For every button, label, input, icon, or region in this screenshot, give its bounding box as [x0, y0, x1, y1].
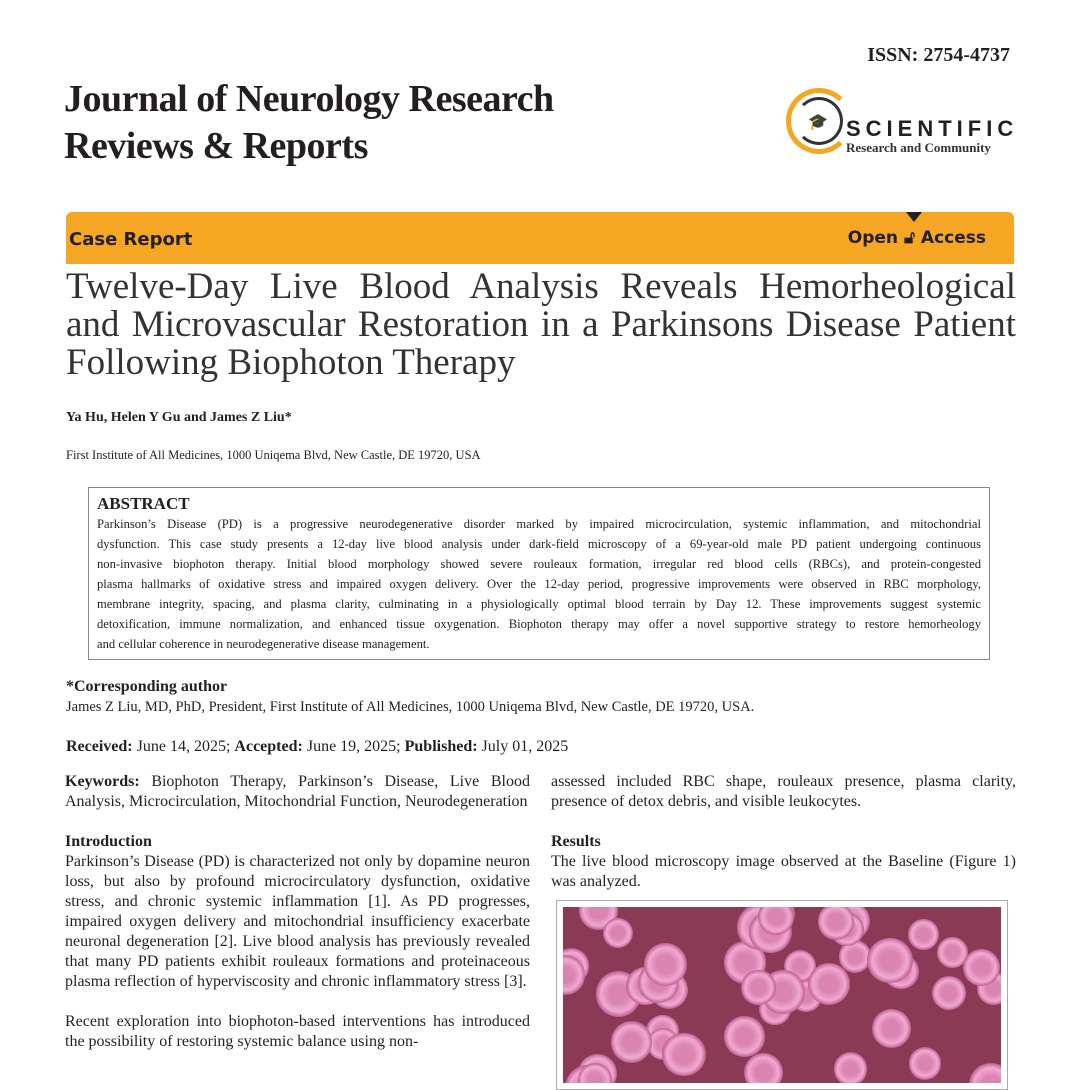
red-blood-cell: [724, 1016, 764, 1056]
corresponding-label: *Corresponding author: [66, 678, 228, 695]
authors: Ya Hu, Helen Y Gu and James Z Liu*: [66, 410, 292, 425]
left-column: [65, 772, 530, 1052]
accepted-date: June 19, 2025;: [302, 738, 405, 755]
abstract-line: detoxification, immune normalization, and enhanced tissue oxygenation. Biophoton therapy may offer a novel supportive strategy to restore hemorheology: [97, 617, 981, 631]
abstract-line: membrane integrity, spacing, and plasma clarity, culminating in a physiologically optimal blood terrain by Day 12. These improvements suggest systemic: [97, 597, 981, 611]
red-blood-cell: [744, 1053, 783, 1083]
corresponding-author: [66, 677, 754, 717]
journal-title-line2: Reviews & Reports: [64, 125, 368, 167]
red-blood-cell: [908, 919, 939, 950]
triangle-marker-icon: [906, 212, 922, 222]
issn: ISSN: 2754-4737: [867, 44, 1010, 66]
article-title: Twelve-Day Live Blood Analysis Reveals Hemorheological and Microvascular Restoration in a Parkinsons Disease Patient Following Biophoton Therapy: [66, 266, 1016, 383]
right-column: [551, 772, 1016, 892]
figure-1-blood-microscopy-image: [556, 900, 1008, 1090]
red-blood-cell: [969, 1063, 1001, 1083]
methods-paragraph: assessed included RBC shape, rouleaux presence, plasma clarity, presence of detox debris, and visible leukocytes.: [551, 773, 1016, 810]
red-blood-cell: [834, 1052, 868, 1083]
received-label: Received:: [66, 738, 133, 755]
abstract-heading: ABSTRACT: [97, 494, 190, 513]
publisher-logo: [786, 88, 1019, 158]
results-heading: Results: [551, 833, 601, 850]
open-lock-icon: 🔓︎: [903, 228, 915, 248]
graduation-cap-icon: 🎓: [808, 114, 828, 131]
red-blood-cell: [937, 937, 967, 967]
red-blood-cell: [867, 938, 912, 983]
article-type: Case Report: [69, 229, 193, 250]
red-blood-cell: [741, 970, 775, 1004]
access-label: Access: [920, 228, 986, 248]
abstract-line: and cellular coherence in neurodegenerative disease management.: [97, 637, 430, 651]
keywords: [65, 772, 530, 812]
journal-title: [64, 76, 554, 170]
red-blood-cell: [808, 963, 850, 1005]
logo-text: SCIENTIFIC: [846, 116, 1019, 141]
accepted-label: Accepted:: [234, 738, 303, 755]
abstract-line: Parkinson’s Disease (PD) is a progressive neurodegenerative disorder marked by impaired microcirculation, systemic inflammation, and mitochondrial: [97, 517, 981, 531]
keywords-text: Biophoton Therapy, Parkinson’s Disease, Live Blood Analysis, Microcirculation, Mitochondrial Function, Neurodegeneration: [65, 773, 530, 810]
corresponding-text: James Z Liu, MD, PhD, President, First Institute of All Medicines, 1000 Uniqema Blvd, New Castle, DE 19720, USA.: [66, 699, 755, 715]
affiliation: First Institute of All Medicines, 1000 Uniqema Blvd, New Castle, DE 19720, USA: [66, 448, 481, 462]
keywords-label: Keywords:: [65, 773, 140, 790]
red-blood-cell: [662, 1033, 706, 1077]
abstract-line: plasma hallmarks of oxidative stress and impaired oxygen delivery. Over the 12-day period, progressive improvements were observed in RBC morphology,: [97, 577, 981, 591]
results-paragraph: The live blood microscopy image observed at the Baseline (Figure 1) was analyzed.: [551, 853, 1016, 890]
published-label: Published:: [404, 738, 478, 755]
intro-paragraph-2: Recent exploration into biophoton-based interventions has introduced the possibility of restoring systemic balance using non-: [65, 1013, 530, 1050]
red-blood-cell: [872, 1009, 911, 1048]
received-date: June 14, 2025;: [132, 738, 235, 755]
intro-paragraph-1: Parkinson’s Disease (PD) is characterized not only by dopamine neuron loss, but also by profound microcirculatory dysfunction, oxidative stress, and chronic systemic inflammation [1]. As PD progresses, impaired oxygen delivery and mitochondrial insufficiency exacerbate neuronal degeneration [2]. Live blood analysis has previously revealed that many PD patients exhibit rouleaux formations and proteinaceous plasma reflection of hyperviscosity and chronic inflammatory stress [3].: [65, 853, 530, 990]
abstract-box: [88, 487, 990, 660]
published-date: July 01, 2025: [477, 738, 569, 755]
introduction-heading: Introduction: [65, 833, 152, 850]
microscopy-image: [563, 907, 1001, 1083]
open-access-badge: [848, 228, 986, 248]
dates: [66, 738, 568, 756]
red-blood-cell: [963, 949, 1000, 986]
red-blood-cell: [909, 1047, 941, 1079]
red-blood-cell: [603, 918, 633, 948]
abstract-line: non-invasive biophoton therapy. Initial blood morphology showed severe rouleaux formation, irregular red blood cells (RBCs), and protein-congested: [97, 557, 981, 571]
open-label: Open: [847, 228, 899, 248]
red-blood-cell: [611, 1021, 652, 1062]
red-blood-cell: [932, 976, 966, 1010]
logo-subtext: Research and Community: [846, 140, 991, 155]
article-type-band: [66, 212, 1014, 264]
red-blood-cell: [644, 943, 687, 986]
journal-title-line1: Journal of Neurology Research: [64, 78, 554, 120]
abstract-line: dysfunction. This case study presents a 12-day live blood analysis under dark-field microscopy of a 69-year-old male PD patient undergoing continuous: [97, 537, 981, 551]
